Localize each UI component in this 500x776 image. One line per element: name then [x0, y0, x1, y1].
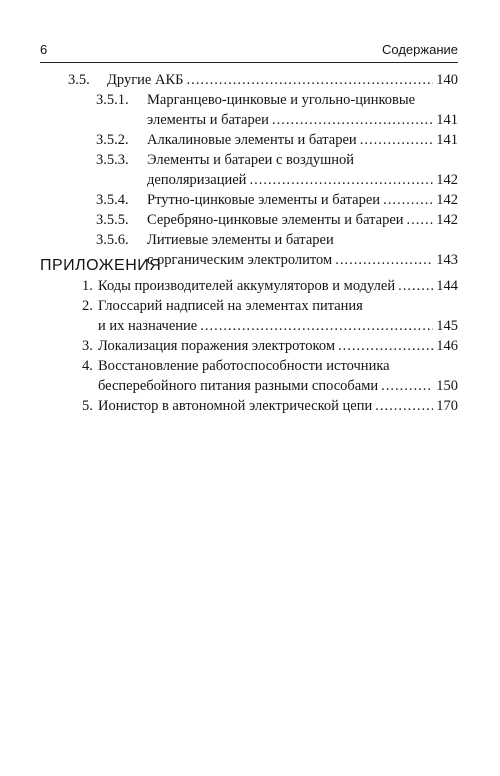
entry-title: Алкалиновые элементы и батареи: [147, 132, 357, 148]
entry-title: Ртутно-цинковые элементы и батареи: [147, 192, 381, 208]
entry-number: 3.5.4.: [96, 192, 129, 208]
entry-title: Марганцево-цинковые и угольно-цинковые: [147, 92, 416, 108]
entry-title: Коды производителей аккумуляторов и модулей: [98, 278, 396, 294]
entry-title: Ионистор в автономной электрической цепи: [98, 398, 373, 414]
dot-leader: [335, 250, 433, 270]
entry-number: 3.5.6.: [96, 232, 129, 248]
dot-leader: [375, 396, 433, 416]
entry-number: 4.: [82, 358, 93, 374]
entry-page-number: 150: [436, 378, 458, 394]
entry-title: Элементы и батареи с воздушной: [147, 152, 355, 168]
dot-leader: [200, 316, 433, 336]
header-rule: [40, 62, 458, 63]
dot-leader: [338, 336, 433, 356]
dot-leader: [383, 190, 433, 210]
appendix-heading: ПРИЛОЖЕНИЯ: [40, 257, 162, 274]
entry-page-number: 144: [436, 278, 458, 294]
entry-number: 2.: [82, 298, 93, 314]
entry-number: 3.5.3.: [96, 152, 129, 168]
entry-page-number: 146: [436, 338, 458, 354]
entry-page-number: 142: [436, 172, 458, 188]
running-title: Содержание: [382, 42, 458, 57]
entry-number: 3.5.: [68, 72, 90, 88]
entry-title: деполяризацией: [147, 172, 247, 188]
entry-page-number: 141: [436, 112, 458, 128]
entry-title: Другие АКБ: [107, 72, 184, 88]
entry-page-number: 145: [436, 318, 458, 334]
entry-number: 3.5.1.: [96, 92, 129, 108]
page-header: [40, 42, 458, 60]
entry-title: элементы и батареи: [147, 112, 269, 128]
dot-leader: [249, 170, 433, 190]
entry-page-number: 142: [436, 192, 458, 208]
entry-title: и их назначение: [98, 318, 198, 334]
entry-page-number: 170: [436, 398, 458, 414]
entry-title: Серебряно-цинковые элементы и батареи: [147, 212, 404, 228]
entry-title: Восстановление работоспособности источника: [98, 358, 390, 374]
entry-number: 5.: [82, 398, 93, 414]
entry-title: бесперебойного питания разными способами: [98, 378, 379, 394]
entry-title: Локализация поражения электротоком: [98, 338, 336, 354]
dot-leader: [398, 276, 433, 296]
entry-page-number: 141: [436, 132, 458, 148]
entry-page-number: 143: [436, 252, 458, 268]
dot-leader: [272, 110, 433, 130]
entry-number: 3.5.5.: [96, 212, 129, 228]
entry-title: Глоссарий надписей на элементах питания: [98, 298, 363, 314]
entry-page-number: 140: [436, 72, 458, 88]
dot-leader: [381, 376, 433, 396]
page-number: 6: [40, 42, 48, 57]
entry-number: 1.: [82, 278, 93, 294]
entry-number: 3.: [82, 338, 93, 354]
dot-leader: [407, 210, 434, 230]
entry-title: Литиевые элементы и батареи: [147, 232, 334, 248]
dot-leader: [186, 70, 433, 90]
dot-leader: [360, 130, 434, 150]
entry-title: с органическим электролитом: [147, 252, 333, 268]
entry-page-number: 142: [436, 212, 458, 228]
entry-number: 3.5.2.: [96, 132, 129, 148]
